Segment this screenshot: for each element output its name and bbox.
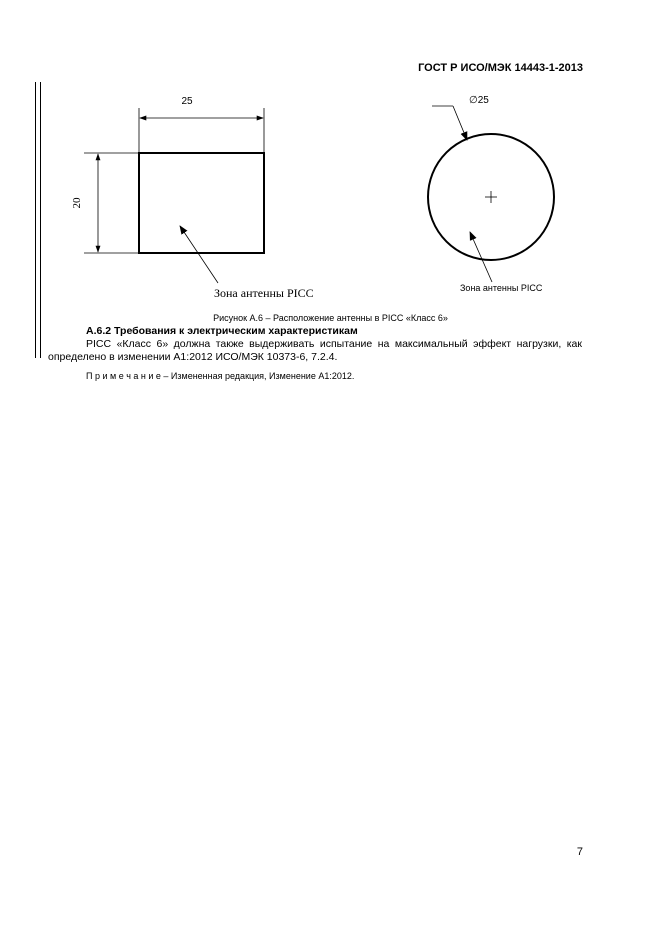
circle-zone-label: Зона антенны PICC: [460, 283, 543, 293]
diameter-leader: [453, 106, 467, 140]
standard-header: ГОСТ Р ИСО/МЭК 14443-1-2013: [418, 62, 583, 74]
section-heading: А.6.2 Требования к электрическим характеристикам: [86, 325, 358, 337]
body-paragraph: [48, 338, 582, 364]
figure-caption: Рисунок А.6 – Расположение антенны в PICC «Класс 6»: [213, 313, 448, 323]
rect-zone-label: Зона антенны PICC: [214, 286, 314, 300]
body-paragraph-line-2: определено в изменении А1:2012 ИСО/МЭК 10373-6, 7.2.4.: [48, 351, 338, 363]
note-label: П р и м е ч а н и е: [86, 371, 161, 381]
rect-zone-leader: [180, 226, 218, 283]
rect-width-label: 25: [181, 96, 193, 107]
rectangular-antenna-outline: [139, 153, 264, 253]
rect-height-label: 20: [71, 197, 83, 209]
circle-diameter-label: ∅25: [469, 95, 489, 106]
page-number: 7: [576, 846, 583, 858]
note: [86, 371, 354, 381]
note-text: – Измененная редакция, Изменение А1:2012.: [160, 371, 355, 381]
antenna-location-figure: [0, 0, 661, 310]
body-paragraph-line-1: PICC «Класс 6» должна также выдерживать испытание на максимальный эффект нагрузки, как: [86, 338, 582, 350]
